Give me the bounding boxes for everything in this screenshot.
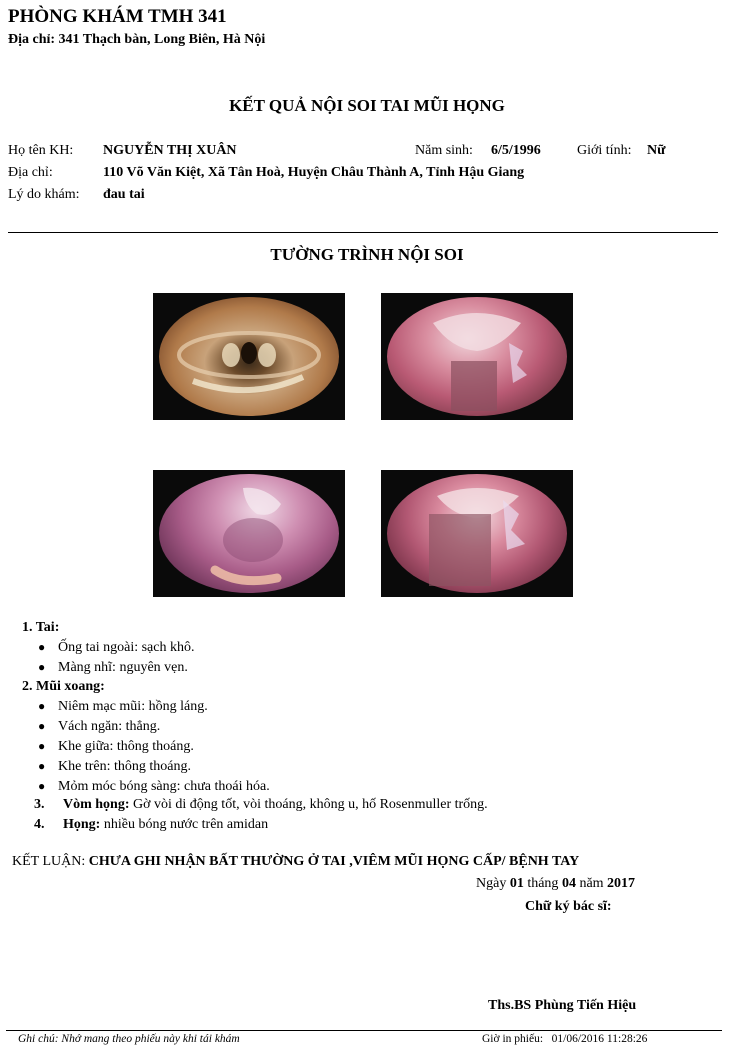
gender-label: Giới tính: [577,143,632,158]
throat-text: nhiều bóng nước trên amidan [103,817,269,832]
year-value: 2017 [607,876,636,891]
throat-number: 4. [34,817,45,832]
section-divider [8,232,718,233]
ear-heading: 1. Tai: [22,620,60,635]
print-time-label: Giờ in phiếu: [482,1033,544,1045]
throat-label: Họng: [63,817,101,832]
signature-label: Chữ ký bác sĩ: [525,899,612,914]
bullet: ● [38,699,46,713]
nose-item-5: Mỏm móc bóng sàng: chưa thoái hóa. [58,779,270,794]
nasopharynx-label: Vòm họng: [63,797,130,812]
bullet: ● [38,739,46,753]
bullet: ● [38,660,46,674]
reason-value: đau tai [103,187,145,202]
endoscopy-image-nasopharynx-1 [381,293,573,420]
gender-value: Nữ [647,143,666,158]
print-time [482,1033,647,1045]
nasopharynx-finding [63,797,488,813]
conclusion-label: KẾT LUẬN: [12,854,86,869]
month-value: 04 [561,876,576,891]
nose-item-3: Khe giữa: thông thoáng. [58,739,194,754]
footer-note: Ghi chú: Nhớ mang theo phiếu này khi tái khám [18,1033,240,1045]
endoscopy-image-nasopharynx-2 [381,470,573,597]
conclusion-text: CHƯA GHI NHẬN BẤT THƯỜNG Ở TAI ,VIÊM MŨI HỌNG CẤP/ BỆNH TAY [88,854,580,869]
clinic-address: Địa chỉ: 341 Thạch bàn, Long Biên, Hà Nội [8,32,266,47]
nose-item-1: Niêm mạc mũi: hồng láng. [58,699,208,714]
clinic-name: PHÒNG KHÁM TMH 341 [8,6,227,27]
bullet: ● [38,719,46,733]
dob-value: 6/5/1996 [491,143,541,158]
day-value: 01 [509,876,524,891]
nasopharynx-text: Gờ vòi di động tốt, vòi thoáng, không u, hố Rosenmuller trống. [133,797,488,812]
day-label: Ngày [476,876,507,891]
ear-item-1: Ống tai ngoài: sạch khô. [58,640,195,655]
address-label: Địa chỉ: [8,165,53,180]
throat-finding [63,817,268,833]
endoscopy-image-oropharynx [153,470,345,597]
ear-item-2: Màng nhĩ: nguyên vẹn. [58,660,188,675]
bullet: ● [38,779,46,793]
nose-item-4: Khe trên: thông thoáng. [58,759,191,774]
section-title: TƯỜNG TRÌNH NỘI SOI [270,245,464,264]
print-time-value: 01/06/2016 11:28:26 [551,1033,648,1045]
month-label: tháng [527,876,559,891]
bullet: ● [38,640,46,654]
bullet: ● [38,759,46,773]
year-label: năm [579,876,604,891]
conclusion [12,854,579,870]
footer-divider [6,1030,722,1031]
patient-name-label: Họ tên KH: [8,143,74,158]
nose-item-2: Vách ngăn: thẳng. [58,719,161,734]
address-value: 110 Võ Văn Kiệt, Xã Tân Hoà, Huyện Châu Thành A, Tỉnh Hậu Giang [103,165,525,180]
endoscopy-image-larynx [153,293,345,420]
report-title: KẾT QUẢ NỘI SOI TAI MŨI HỌNG [229,96,505,115]
dob-label: Năm sinh: [415,143,473,158]
patient-name: NGUYỄN THỊ XUÂN [103,143,237,158]
reason-label: Lý do khám: [8,187,80,202]
doctor-name: Ths.BS Phùng Tiến Hiệu [488,998,637,1013]
nasopharynx-number: 3. [34,797,45,812]
date-line [476,876,635,892]
nose-heading: 2. Mũi xoang: [22,679,105,694]
